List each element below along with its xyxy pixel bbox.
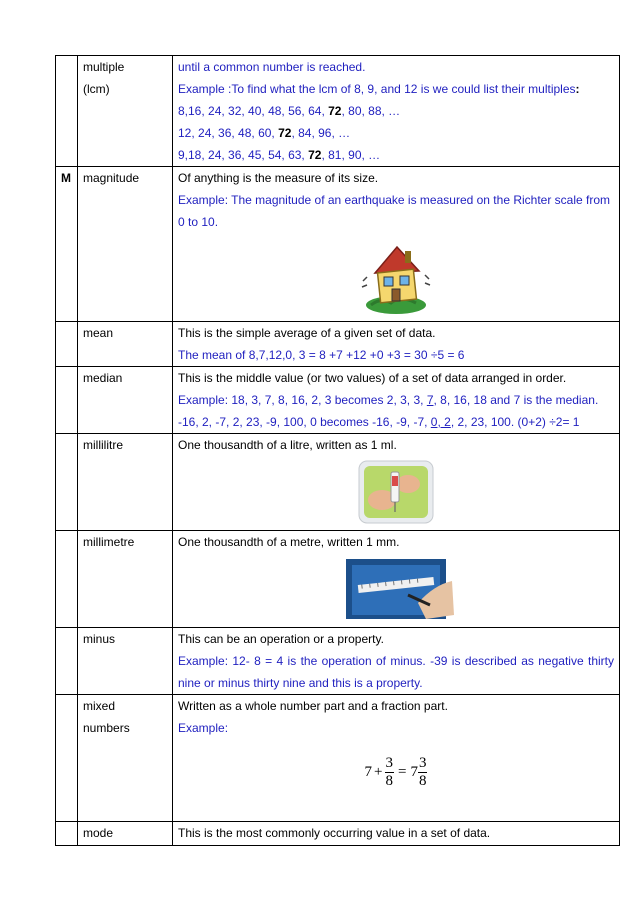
letter-cell xyxy=(56,434,78,531)
table-row xyxy=(56,531,620,628)
term-cell xyxy=(78,531,173,628)
table-row xyxy=(56,822,620,846)
term-cell xyxy=(78,434,173,531)
definition-cell xyxy=(173,367,620,434)
term-text: millimetre xyxy=(83,535,135,549)
syringe-photo xyxy=(358,460,434,524)
definition-line: Example :To find what the lcm of 8, 9, and 12 is we could list their multiples: xyxy=(178,82,580,96)
letter-cell xyxy=(56,822,78,846)
ruler-photo xyxy=(338,555,454,623)
definition-line: Example: 12- 8 = 4 is the operation of minus. -39 is described as negative thirty nine or minus thirty nine and this is a property. xyxy=(178,654,614,690)
term-cell xyxy=(78,56,173,167)
term-text: mixed xyxy=(83,699,116,713)
definition-cell xyxy=(173,628,620,695)
definition-line: This is the most commonly occurring value in a set of data. xyxy=(178,826,491,840)
term-text: millilitre xyxy=(83,438,123,452)
table-row xyxy=(56,322,620,367)
definition-line: Example: The magnitude of an earthquake is measured on the Richter scale from 0 to 10. xyxy=(178,193,611,229)
term-cell xyxy=(78,167,173,322)
table-row xyxy=(56,56,620,167)
definition-line: The mean of 8,7,12,0, 3 = 8 +7 +12 +0 +3 = 30 ÷5 = 6 xyxy=(178,348,465,362)
term-text: minus xyxy=(83,632,116,646)
table-row xyxy=(56,367,620,434)
definition-cell xyxy=(173,167,620,322)
letter-cell xyxy=(56,322,78,367)
definition-line: Of anything is the measure of its size. xyxy=(178,171,379,185)
definition-cell xyxy=(173,434,620,531)
definition-line: This can be an operation or a property. xyxy=(178,632,384,646)
definition-line: 9,18, 24, 36, 45, 54, 63, 72, 81, 90, … xyxy=(178,148,381,162)
table-row xyxy=(56,628,620,695)
letter-cell xyxy=(56,56,78,167)
term-text: magnitude xyxy=(83,171,140,185)
table-row xyxy=(56,167,620,322)
term-cell xyxy=(78,367,173,434)
definition-cell xyxy=(173,56,620,167)
definition-cell xyxy=(173,531,620,628)
mixed-number-formula: 7 + $\frac{3}{8}$ = 7 3 8 xyxy=(364,755,427,789)
definition-line: Example: xyxy=(178,721,229,735)
term-cell xyxy=(78,822,173,846)
definition-line: 8,16, 24, 32, 40, 48, 56, 64, 72, 80, 88, … xyxy=(178,104,401,118)
table-row xyxy=(56,695,620,822)
term-cell xyxy=(78,322,173,367)
definition-line: This is the middle value (or two values) of a set of data arranged in order. xyxy=(178,371,567,385)
term-text: mean xyxy=(83,326,114,340)
definition-cell xyxy=(173,822,620,846)
definition-line: Written as a whole number part and a fraction part. xyxy=(178,699,448,713)
definition-line: This is the simple average of a given set of data. xyxy=(178,326,436,340)
shaking-house-illustration xyxy=(361,237,431,315)
definition-line: until a common number is reached. xyxy=(178,60,366,74)
term-text: numbers xyxy=(83,721,130,735)
definition-line: One thousandth of a metre, written 1 mm. xyxy=(178,535,400,549)
term-cell xyxy=(78,628,173,695)
letter-cell xyxy=(56,531,78,628)
table-row xyxy=(56,434,620,531)
letter-cell xyxy=(56,367,78,434)
glossary-page xyxy=(55,55,619,846)
letter-cell: M xyxy=(56,167,78,322)
term-text: mode xyxy=(83,826,114,840)
letter-cell xyxy=(56,628,78,695)
term-text: multiple xyxy=(83,60,125,74)
definition-cell xyxy=(173,695,620,822)
term-text: median xyxy=(83,371,123,385)
definition-cell xyxy=(173,322,620,367)
term-text: (lcm) xyxy=(83,82,110,96)
definition-line: One thousandth of a litre, written as 1 ml. xyxy=(178,438,397,452)
definition-line: Example: 18, 3, 7, 8, 16, 2, 3 becomes 2, 3, 3, 7, 8, 16, 18 and 7 is the median. xyxy=(178,393,599,407)
term-cell xyxy=(78,695,173,822)
glossary-table xyxy=(55,55,620,846)
definition-line: -16, 2, -7, 2, 23, -9, 100, 0 becomes -16, -9, -7, 0, 2, 2, 23, 100. (0+2) ÷2= 1 xyxy=(178,415,580,429)
letter-cell xyxy=(56,695,78,822)
definition-line: 12, 24, 36, 48, 60, 72, 84, 96, … xyxy=(178,126,351,140)
